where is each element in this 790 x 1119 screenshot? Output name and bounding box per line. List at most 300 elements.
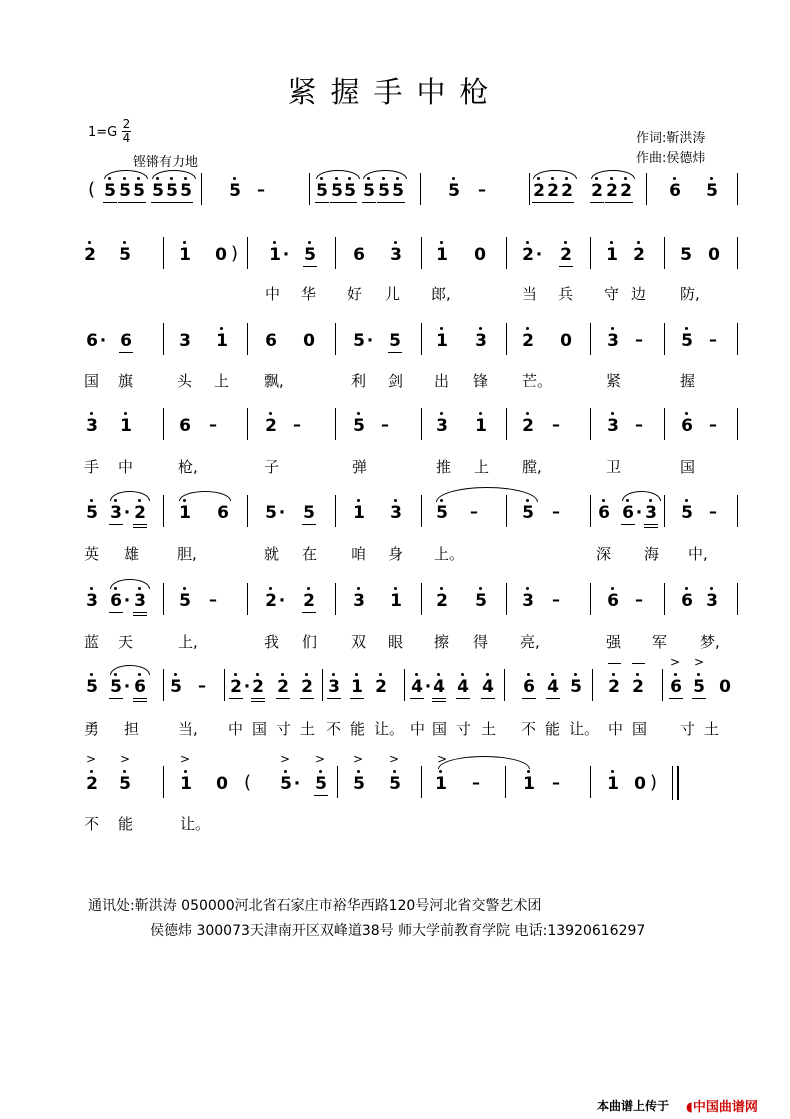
site-logo-text: 中国曲谱网 [692,1100,758,1115]
barline [421,408,422,440]
augmentation-dot: · [278,591,286,611]
lyric: 不 [326,720,342,738]
note: 3 [606,331,620,351]
note: 2 [300,677,314,697]
sustain-dash: – [478,180,486,199]
contact-label: 通讯处: [88,898,135,914]
note: 5 [389,331,401,351]
barline [737,237,738,269]
note: 5 [447,181,461,201]
barline [672,766,673,800]
lyric: 枪, [178,458,198,476]
note: 5 [118,245,132,265]
note: 2 [251,677,265,697]
note: 1 [434,774,448,794]
lyricist: 作词:靳洪涛 [636,131,706,146]
barline [163,766,164,798]
barline [737,173,738,205]
lyric: 们 [302,633,318,651]
lyric: 胆, [177,545,197,563]
note: 2 [532,181,546,201]
note: 5 [330,181,344,201]
accent-mark: > [280,752,291,766]
lyric: 我 [264,633,280,651]
barline [506,237,507,269]
barline [590,583,591,615]
accent-mark: > [353,752,364,766]
barline [421,237,422,269]
lyric: 华 [301,285,317,303]
lyric: 卫 [606,458,622,476]
lyric: 就 [264,545,280,563]
barline [163,583,164,615]
lyric: 中 [118,458,134,476]
note: 0 [474,245,486,265]
sustain-dash: – [257,180,265,199]
note: 2 [559,245,573,265]
sustain-dash: – [709,502,717,521]
augmentation-dot: · [243,677,251,697]
note: 0 [708,245,720,265]
barline [506,495,507,527]
barline [322,669,323,701]
note: 5 [692,677,706,697]
note: 3 [606,416,620,436]
barline [646,173,647,205]
barline [335,408,336,440]
slur [110,491,150,501]
note: 1 [215,331,229,351]
lyric: 国 [84,372,100,390]
augmentation-dot: · [535,245,543,265]
accent-mark: > [389,752,400,766]
note: 6 [179,416,191,436]
sustain-dash: – [635,415,643,434]
lyric: 身 [388,545,404,563]
lyric: 眼 [388,633,404,651]
lyric: 海 [644,545,660,563]
note: 5 [435,503,449,523]
note: 1 [179,774,193,794]
lyric: 兵 [558,285,574,303]
lyric: 不 [84,815,100,833]
barline [664,495,665,527]
note: 1 [474,416,488,436]
site-logo: ◖中国曲谱网 [686,1100,758,1115]
note: 1 [435,245,449,265]
note: 5 [132,181,146,201]
sustain-dash: – [293,415,301,434]
barline [664,237,665,269]
lyric: 飘, [264,372,284,390]
augmentation-dot: · [123,503,131,523]
note: 1 [119,416,133,436]
note: 2 [435,591,449,611]
barline [337,766,338,798]
slur [591,170,635,179]
note: 6 [86,331,98,351]
note: 1 [389,591,403,611]
barline [590,237,591,269]
barline [163,495,164,527]
lyric: 国 [252,720,268,738]
note: 6 [669,677,683,697]
lyric: 让。 [374,720,405,738]
note: 5 [118,181,132,201]
note: 0 [719,677,731,697]
lyric: 擦 [434,633,450,651]
lyric: 咱 [351,545,367,563]
note: 2 [521,416,535,436]
note: 1 [605,245,619,265]
barline [737,495,738,527]
lyric: 不 [521,720,537,738]
lyric: 推 [436,458,452,476]
barline [247,323,248,355]
barline [335,323,336,355]
lyric: 寸 [680,720,696,738]
accent-mark: > [694,655,705,669]
barline [664,323,665,355]
sustain-dash: – [635,590,643,609]
note: 6 [133,677,147,697]
lyric: 利 [351,372,367,390]
note: 3 [85,591,99,611]
sustain-dash: – [472,773,480,792]
lyric: 亮, [520,633,540,651]
barline [421,323,422,355]
lyric: 手 [84,458,100,476]
time-signature [122,118,131,145]
note: 5 [118,774,132,794]
note: 3 [327,677,341,697]
contact-block [88,895,541,915]
lyric: 强 [606,633,622,651]
augmentation-dot: · [293,774,301,794]
barline [247,583,248,615]
barline [163,408,164,440]
note: 5 [353,331,365,351]
barline [737,408,738,440]
note: 6 [353,245,365,265]
note: 5 [680,245,692,265]
lyric: 芒。 [522,372,553,390]
paren-close: ) [231,243,239,264]
note: 2 [133,503,147,523]
note: 0 [215,245,227,265]
final-barline [677,766,679,800]
sustain-dash: – [381,415,389,434]
lyric: 上。 [434,545,465,563]
note: 6 [606,591,620,611]
slur [533,170,577,179]
barline [335,237,336,269]
augmentation-dot: · [366,331,374,351]
lyric: 子 [264,458,280,476]
barline [592,669,593,701]
note: 4 [546,677,560,697]
note: 2 [632,245,646,265]
note: 6 [265,331,277,351]
sustain-dash: – [552,502,560,521]
note: 5 [705,181,719,201]
note: 3 [109,503,123,523]
barline [421,495,422,527]
lyric: 中 [228,720,244,738]
barline [335,583,336,615]
note: 2 [264,591,278,611]
note: 3 [352,591,366,611]
augmentation-dot: · [635,503,643,523]
augmentation-dot: · [278,503,286,523]
note: 2 [85,774,99,794]
lyric: 守 [604,285,620,303]
barline [420,173,421,205]
note: 3 [389,245,403,265]
sustain-dash: – [552,773,560,792]
note: 5 [178,591,192,611]
barline [506,323,507,355]
sustain-dash: – [470,502,478,521]
note: 5 [569,677,583,697]
note: 1 [606,774,620,794]
barline [590,766,591,798]
lyric: 蓝 [84,633,100,651]
barline [590,408,591,440]
lyric: 锋 [473,372,489,390]
lyric: 能 [350,720,366,738]
lyric: 梦, [700,633,720,651]
lyric: 国 [632,720,648,738]
note: 5 [377,181,391,201]
slur [104,170,148,179]
note: 3 [521,591,535,611]
barline [737,323,738,355]
note: 6 [522,677,536,697]
lyric: 膛, [522,458,542,476]
note: 0 [560,331,572,351]
slur [316,170,360,179]
lyric: 边 [631,285,647,303]
sustain-dash: – [709,415,717,434]
lyric: 出 [434,372,450,390]
lyric: 好 [347,285,363,303]
note: 2 [264,416,278,436]
note: 5 [151,181,165,201]
sustain-dash: – [209,590,217,609]
lyric: 国 [680,458,696,476]
note: 5 [314,774,328,794]
song-title: 紧握手中枪 [287,75,503,109]
barline [404,669,405,701]
note: 3 [474,331,488,351]
barline [505,766,506,798]
note: 5 [680,331,694,351]
paren-open: ( [244,772,252,793]
note: 2 [560,181,574,201]
note: 6 [680,591,694,611]
barline [421,766,422,798]
lyric: 防, [680,285,700,303]
note: 5 [352,416,366,436]
note: 5 [474,591,488,611]
lyric: 握 [680,372,696,390]
barline [421,583,422,615]
note: 0 [216,774,228,794]
lyric: 中 [265,285,281,303]
note: 4 [432,677,446,697]
note: 2 [590,181,604,201]
note: 6 [668,181,682,201]
barline [662,669,663,701]
barline [163,323,164,355]
slur [438,756,530,769]
note: 5 [362,181,376,201]
lyric: 能 [118,815,134,833]
lyric: 担 [124,720,140,738]
sustain-dash: – [709,330,717,349]
note: 5 [85,677,99,697]
note: 5 [109,677,123,697]
lyric: 英 [84,545,100,563]
note: 4 [481,677,495,697]
note: 3 [133,591,147,611]
augmentation-dot: · [123,591,131,611]
lyric: 得 [473,633,489,651]
barline [590,495,591,527]
sustain-dash: – [198,676,206,695]
accent-mark: > [315,752,326,766]
note: 2 [521,331,535,351]
augmentation-dot: · [424,677,432,697]
note: 6 [621,503,635,523]
accent-mark: > [180,752,191,766]
note: 5 [521,503,535,523]
note: 5 [303,245,317,265]
barline [335,495,336,527]
note: 6 [597,503,611,523]
lyric: 勇 [84,720,100,738]
note: 5 [343,181,357,201]
sustain-dash: – [552,590,560,609]
lyric: 土 [481,720,497,738]
note: 1 [268,245,282,265]
note: 0 [634,774,646,794]
note: 4 [410,677,424,697]
paren-open: ( [88,179,96,200]
barline [506,408,507,440]
note: 5 [265,503,277,523]
slur [363,170,407,179]
accent-mark: > [437,752,448,766]
lyric: 土 [300,720,316,738]
lyric: 寸 [456,720,472,738]
sustain-dash: – [552,415,560,434]
lyric: 双 [351,633,367,651]
lyric: 中 [410,720,426,738]
barline [163,669,164,701]
note: 1 [178,503,192,523]
note: 5 [228,181,242,201]
barline [506,583,507,615]
barline [201,173,202,205]
lyric: 土 [704,720,720,738]
augmentation-dot: · [123,677,131,697]
lyric: 弹 [352,458,368,476]
lyric: 中 [608,720,624,738]
lyric: 旗 [118,372,134,390]
slur [110,579,150,589]
note: 3 [179,331,191,351]
note: 3 [389,503,403,523]
slur [110,665,150,675]
augmentation-dot: · [282,245,290,265]
barline [504,669,505,701]
note: 5 [103,181,117,201]
barline [664,408,665,440]
barline [247,237,248,269]
lyric: 让。 [180,815,211,833]
note: 5 [279,774,293,794]
lyric: 儿 [385,285,401,303]
time-bottom: 4 [122,131,131,145]
note: 6 [217,503,229,523]
sustain-dash: – [635,330,643,349]
lyric: 能 [545,720,561,738]
lyric: 剑 [388,372,404,390]
barline [224,669,225,701]
note: 1 [352,503,366,523]
lyric: 上 [474,458,490,476]
contact-line2: 侯德炜 300073天津南开区双峰道38号 师大学前教育学院 电话:13920616297 [150,923,646,939]
barline [247,408,248,440]
lyric: 头 [177,372,193,390]
augmentation-dot: · [99,331,107,351]
note: 2 [631,677,645,697]
note: 2 [374,677,388,697]
note: 5 [352,774,366,794]
lyric: 深 [596,545,612,563]
footer-text: 本曲谱上传于 [597,1099,670,1113]
contact-line1: 靳洪涛 050000河北省石家庄市裕华西路120号河北省交警艺术团 [134,898,542,914]
note: 3 [85,416,99,436]
note: 5 [169,677,183,697]
note: 6 [120,331,132,351]
note: 5 [303,503,315,523]
paren-close: ) [650,772,658,793]
note: 2 [605,181,619,201]
accent-mark: > [120,752,131,766]
lyric: 寸 [276,720,292,738]
barline [590,323,591,355]
lyric: 国 [432,720,448,738]
lyric: 在 [302,545,318,563]
note: 1 [522,774,536,794]
note: 1 [350,677,364,697]
lyric: 上 [214,372,230,390]
note: 5 [165,181,179,201]
sustain-dash: – [209,415,217,434]
barline [664,583,665,615]
note: 5 [85,503,99,523]
note: 2 [607,677,621,697]
barline [163,237,164,269]
time-top: 2 [122,117,131,131]
note: 2 [229,677,243,697]
note: 0 [303,331,315,351]
lyric: 天 [118,633,134,651]
note: 5 [391,181,405,201]
